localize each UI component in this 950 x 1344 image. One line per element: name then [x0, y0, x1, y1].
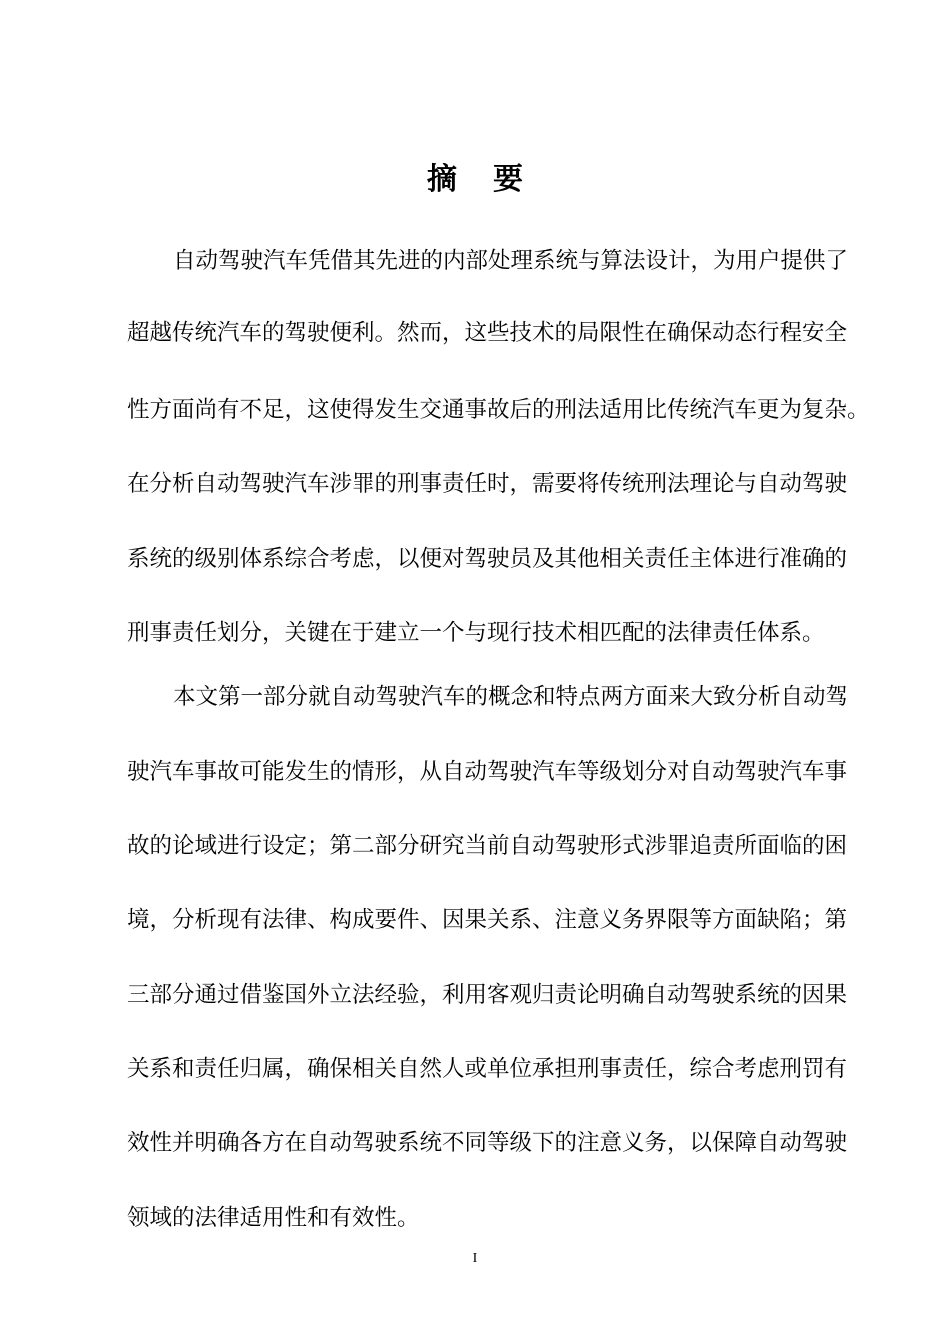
paragraph-2-line-8: 领域的法律适用性和有效性。	[127, 1205, 420, 1231]
paragraph-1-line-3: 性方面尚有不足，这使得发生交通事故后的刑法适用比传统汽车更为复杂。	[127, 397, 870, 423]
paragraph-1-line-4: 在分析自动驾驶汽车涉罪的刑事责任时，需要将传统刑法理论与自动驾驶	[127, 471, 848, 497]
paragraph-2-line-3: 故的论域进行设定；第二部分研究当前自动驾驶形式涉罪追责所面临的困	[127, 833, 848, 859]
paragraph-1-line-6: 刑事责任划分，关键在于建立一个与现行技术相匹配的法律责任体系。	[127, 620, 825, 646]
paragraph-2-line-5: 三部分通过借鉴国外立法经验，利用客观归责论明确自动驾驶系统的因果	[127, 982, 848, 1008]
paragraph-1-line-5: 系统的级别体系综合考虑，以便对驾驶员及其他相关责任主体进行准确的	[127, 546, 848, 572]
paragraph-2-line-4: 境，分析现有法律、构成要件、因果关系、注意义务界限等方面缺陷；第	[127, 907, 848, 933]
paragraph-2-line-1: 本文第一部分就自动驾驶汽车的概念和特点两方面来大致分析自动驾	[173, 684, 849, 710]
paragraph-2-line-7: 效性并明确各方在自动驾驶系统不同等级下的注意义务，以保障自动驾驶	[127, 1130, 848, 1156]
paragraph-2-line-6: 关系和责任归属，确保相关自然人或单位承担刑事责任，综合考虑刑罚有	[127, 1056, 848, 1082]
paragraph-2-line-2: 驶汽车事故可能发生的情形，从自动驾驶汽车等级划分对自动驾驶汽车事	[127, 759, 848, 785]
abstract-title: 摘要	[427, 162, 559, 197]
paragraph-1-line-1: 自动驾驶汽车凭借其先进的内部处理系统与算法设计，为用户提供了	[173, 248, 849, 274]
page-number: I	[472, 1251, 478, 1266]
paragraph-1-line-2: 超越传统汽车的驾驶便利。然而，这些技术的局限性在确保动态行程安全	[127, 320, 848, 346]
